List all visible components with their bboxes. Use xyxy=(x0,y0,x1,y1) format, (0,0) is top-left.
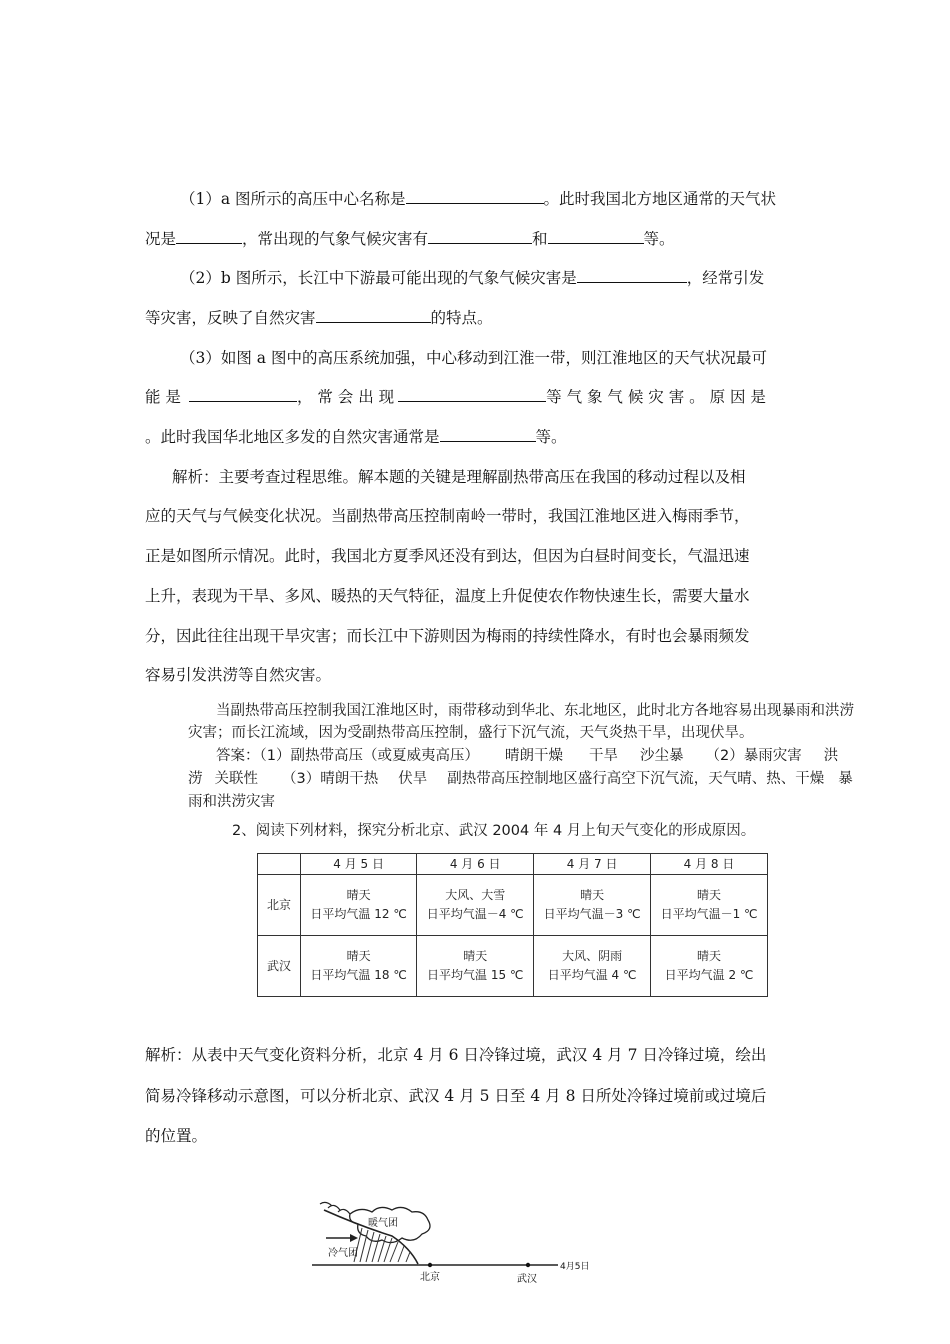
answer-text: 副热带高压控制地区盛行高空下沉气流，天气晴、热、干燥 xyxy=(447,771,825,787)
answer-blank xyxy=(176,229,242,244)
q2-text: ，经常引发 xyxy=(686,269,765,287)
answer-blank xyxy=(406,189,544,204)
q1-line1 xyxy=(180,189,776,209)
row-city: 武汉 xyxy=(258,936,301,997)
answer-blank xyxy=(440,427,536,442)
weather-value: 晴天 xyxy=(346,888,371,902)
q3-line3 xyxy=(145,427,567,447)
analysis2-line1: 解析：从表中天气变化资料分析，北京 4 月 6 日冷锋过境，武汉 4 月 7 日冷锋过境，绘出 xyxy=(145,1046,767,1064)
temp-value: 日平均气温 2 ℃ xyxy=(664,968,754,982)
q2-line1 xyxy=(180,268,764,288)
q1-text: 等。 xyxy=(643,230,675,248)
analysis1-line5: 分，因此往往出现干旱灾害；而长江中下游则因为梅雨的持续性降水，有时也会暴雨频发 xyxy=(145,627,750,645)
answer-text: 沙尘暴 xyxy=(639,748,684,764)
answer-text: 答案：（1）副热带高压（或夏威夷高压） xyxy=(216,748,479,764)
q1-text: ，常出现的气象气候灾害有 xyxy=(242,230,429,248)
analysis2-line2: 简易冷锋移动示意图，可以分析北京、武汉 4 月 5 日至 4 月 8 日所处冷锋过境前或过境后 xyxy=(145,1087,767,1105)
answer-blank xyxy=(428,229,532,244)
analysis1-line1: 解析：主要考查过程思维。解本题的关键是理解副热带高压在我国的移动过程以及相 xyxy=(172,468,746,486)
q1-line2 xyxy=(145,229,675,249)
beijing-label: 北京 xyxy=(420,1272,440,1283)
analysis1-line3: 正是如图所示情况。此时，我国北方夏季风还没有到达，但因为白昼时间变长，气温迅速 xyxy=(145,547,750,565)
q3-text: 能 是 xyxy=(145,388,181,406)
analysis1-line4: 上升，表现为干旱、多风、暖热的天气特征，温度上升促使农作物快速生长，需要大量水 xyxy=(145,587,750,605)
answer-text: （3）晴朗干热 xyxy=(282,771,379,787)
weather-value: 晴天 xyxy=(697,949,722,963)
answer-text: （2）暴雨灾害 xyxy=(705,748,802,764)
temp-value: 日平均气温 18 ℃ xyxy=(310,968,407,982)
row-city: 北京 xyxy=(258,875,301,936)
answer-text: 伏旱 xyxy=(398,771,428,787)
weather-value: 晴天 xyxy=(463,949,488,963)
weather-value: 大风、大雪 xyxy=(445,888,506,902)
table-header: 4 月 6 日 xyxy=(417,854,534,875)
answer-line1 xyxy=(216,747,838,766)
temp-value: 日平均气温 15 ℃ xyxy=(427,968,524,982)
table-cell xyxy=(301,875,417,936)
weather-table xyxy=(257,853,768,997)
q1-text: 和 xyxy=(532,230,548,248)
table-cell xyxy=(651,875,768,936)
answer-text: 涝 xyxy=(188,771,203,787)
answer-line2 xyxy=(188,770,853,789)
warm-air-label: 暖气团 xyxy=(368,1218,398,1229)
q2-text: 等灾害，反映了自然灾害 xyxy=(145,309,316,327)
answer-blank xyxy=(577,268,687,283)
table-header-row xyxy=(258,854,768,875)
q1-text: 况是 xyxy=(145,230,177,248)
date-label: 4月5日 xyxy=(560,1262,590,1272)
analysis1-line2: 应的天气与气候变化状况。当副热带高压控制南岭一带时，我国江淮地区进入梅雨季节， xyxy=(145,507,750,525)
weather-value: 大风、阴雨 xyxy=(562,949,623,963)
answer-text: 干旱 xyxy=(588,748,618,764)
temp-value: 日平均气温－3 ℃ xyxy=(543,907,641,921)
scan-line1: 当副热带高压控制我国江淮地区时，雨带移动到华北、东北地区，此时北方各地容易出现暴雨和洪涝 xyxy=(216,703,854,719)
answer-blank xyxy=(398,387,546,402)
cold-front-diagram xyxy=(310,1200,610,1300)
table-cell xyxy=(534,936,651,997)
table-row xyxy=(258,936,768,997)
beijing-point xyxy=(428,1263,432,1267)
q3-text: （3）如图 a 图中的高压系统加强，中心移动到江淮一带，则江淮地区的天气状况最可 xyxy=(180,349,767,367)
table-cell xyxy=(301,936,417,997)
q3-text: 等 气 象 气 候 灾 害 。 原 因 是 xyxy=(546,388,766,406)
answer-text: 洪 xyxy=(823,748,839,764)
scan-line2: 灾害；而长江流域，因为受副热带高压控制，盛行下沉气流，天气炎热干旱，出现伏旱。 xyxy=(188,725,754,741)
temp-value: 日平均气温－4 ℃ xyxy=(426,907,524,921)
table-header: 4 月 7 日 xyxy=(534,854,651,875)
wind-mark xyxy=(320,1202,350,1214)
table-header: 4 月 8 日 xyxy=(651,854,768,875)
question2-title: 2、阅读下列材料，探究分析北京、武汉 2004 年 4 月上旬天气变化的形成原因。 xyxy=(232,823,756,839)
answer-text: 关联性 xyxy=(214,771,258,787)
q2-text: （2）b 图所示，长江中下游最可能出现的气象气候灾害是 xyxy=(180,269,577,287)
wuhan-point xyxy=(526,1263,530,1267)
q3-text: 。此时我国华北地区多发的自然灾害通常是 xyxy=(145,428,440,446)
weather-value: 晴天 xyxy=(346,949,371,963)
answer-blank xyxy=(548,229,644,244)
temp-value: 日平均气温 4 ℃ xyxy=(547,968,637,982)
table-row xyxy=(258,875,768,936)
analysis2-line3: 的位置。 xyxy=(145,1127,208,1145)
answer-text: 暴 xyxy=(838,771,853,787)
answer-blank xyxy=(316,308,431,323)
analysis1-line6: 容易引发洪涝等自然灾害。 xyxy=(145,666,332,684)
wuhan-label: 武汉 xyxy=(517,1274,537,1285)
q1-text: 。此时我国北方地区通常的天气状 xyxy=(543,190,777,208)
weather-value: 晴天 xyxy=(697,888,722,902)
answer-blank xyxy=(189,387,297,402)
table-header: 4 月 5 日 xyxy=(301,854,417,875)
q1-text: （1）a 图所示的高压中心名称是 xyxy=(180,190,406,208)
answer-line3: 雨和洪涝灾害 xyxy=(188,794,275,810)
temp-value: 日平均气温 12 ℃ xyxy=(310,907,407,921)
table-corner xyxy=(258,854,301,875)
table-cell xyxy=(651,936,768,997)
table-cell xyxy=(417,875,534,936)
q3-text: ， 常 会 出 现 xyxy=(296,388,395,406)
q2-line2 xyxy=(145,308,493,328)
q3-text: 等。 xyxy=(535,428,567,446)
table-cell xyxy=(417,936,534,997)
answer-text: 晴朗干燥 xyxy=(504,748,563,764)
q3-line1 xyxy=(180,348,767,368)
table-cell xyxy=(534,875,651,936)
weather-value: 晴天 xyxy=(580,888,605,902)
q3-line2 xyxy=(145,387,766,407)
q2-text: 的特点。 xyxy=(430,309,493,327)
temp-value: 日平均气温－1 ℃ xyxy=(660,907,758,921)
cold-air-label: 冷气团 xyxy=(328,1248,358,1259)
arrow-head xyxy=(350,1234,358,1242)
